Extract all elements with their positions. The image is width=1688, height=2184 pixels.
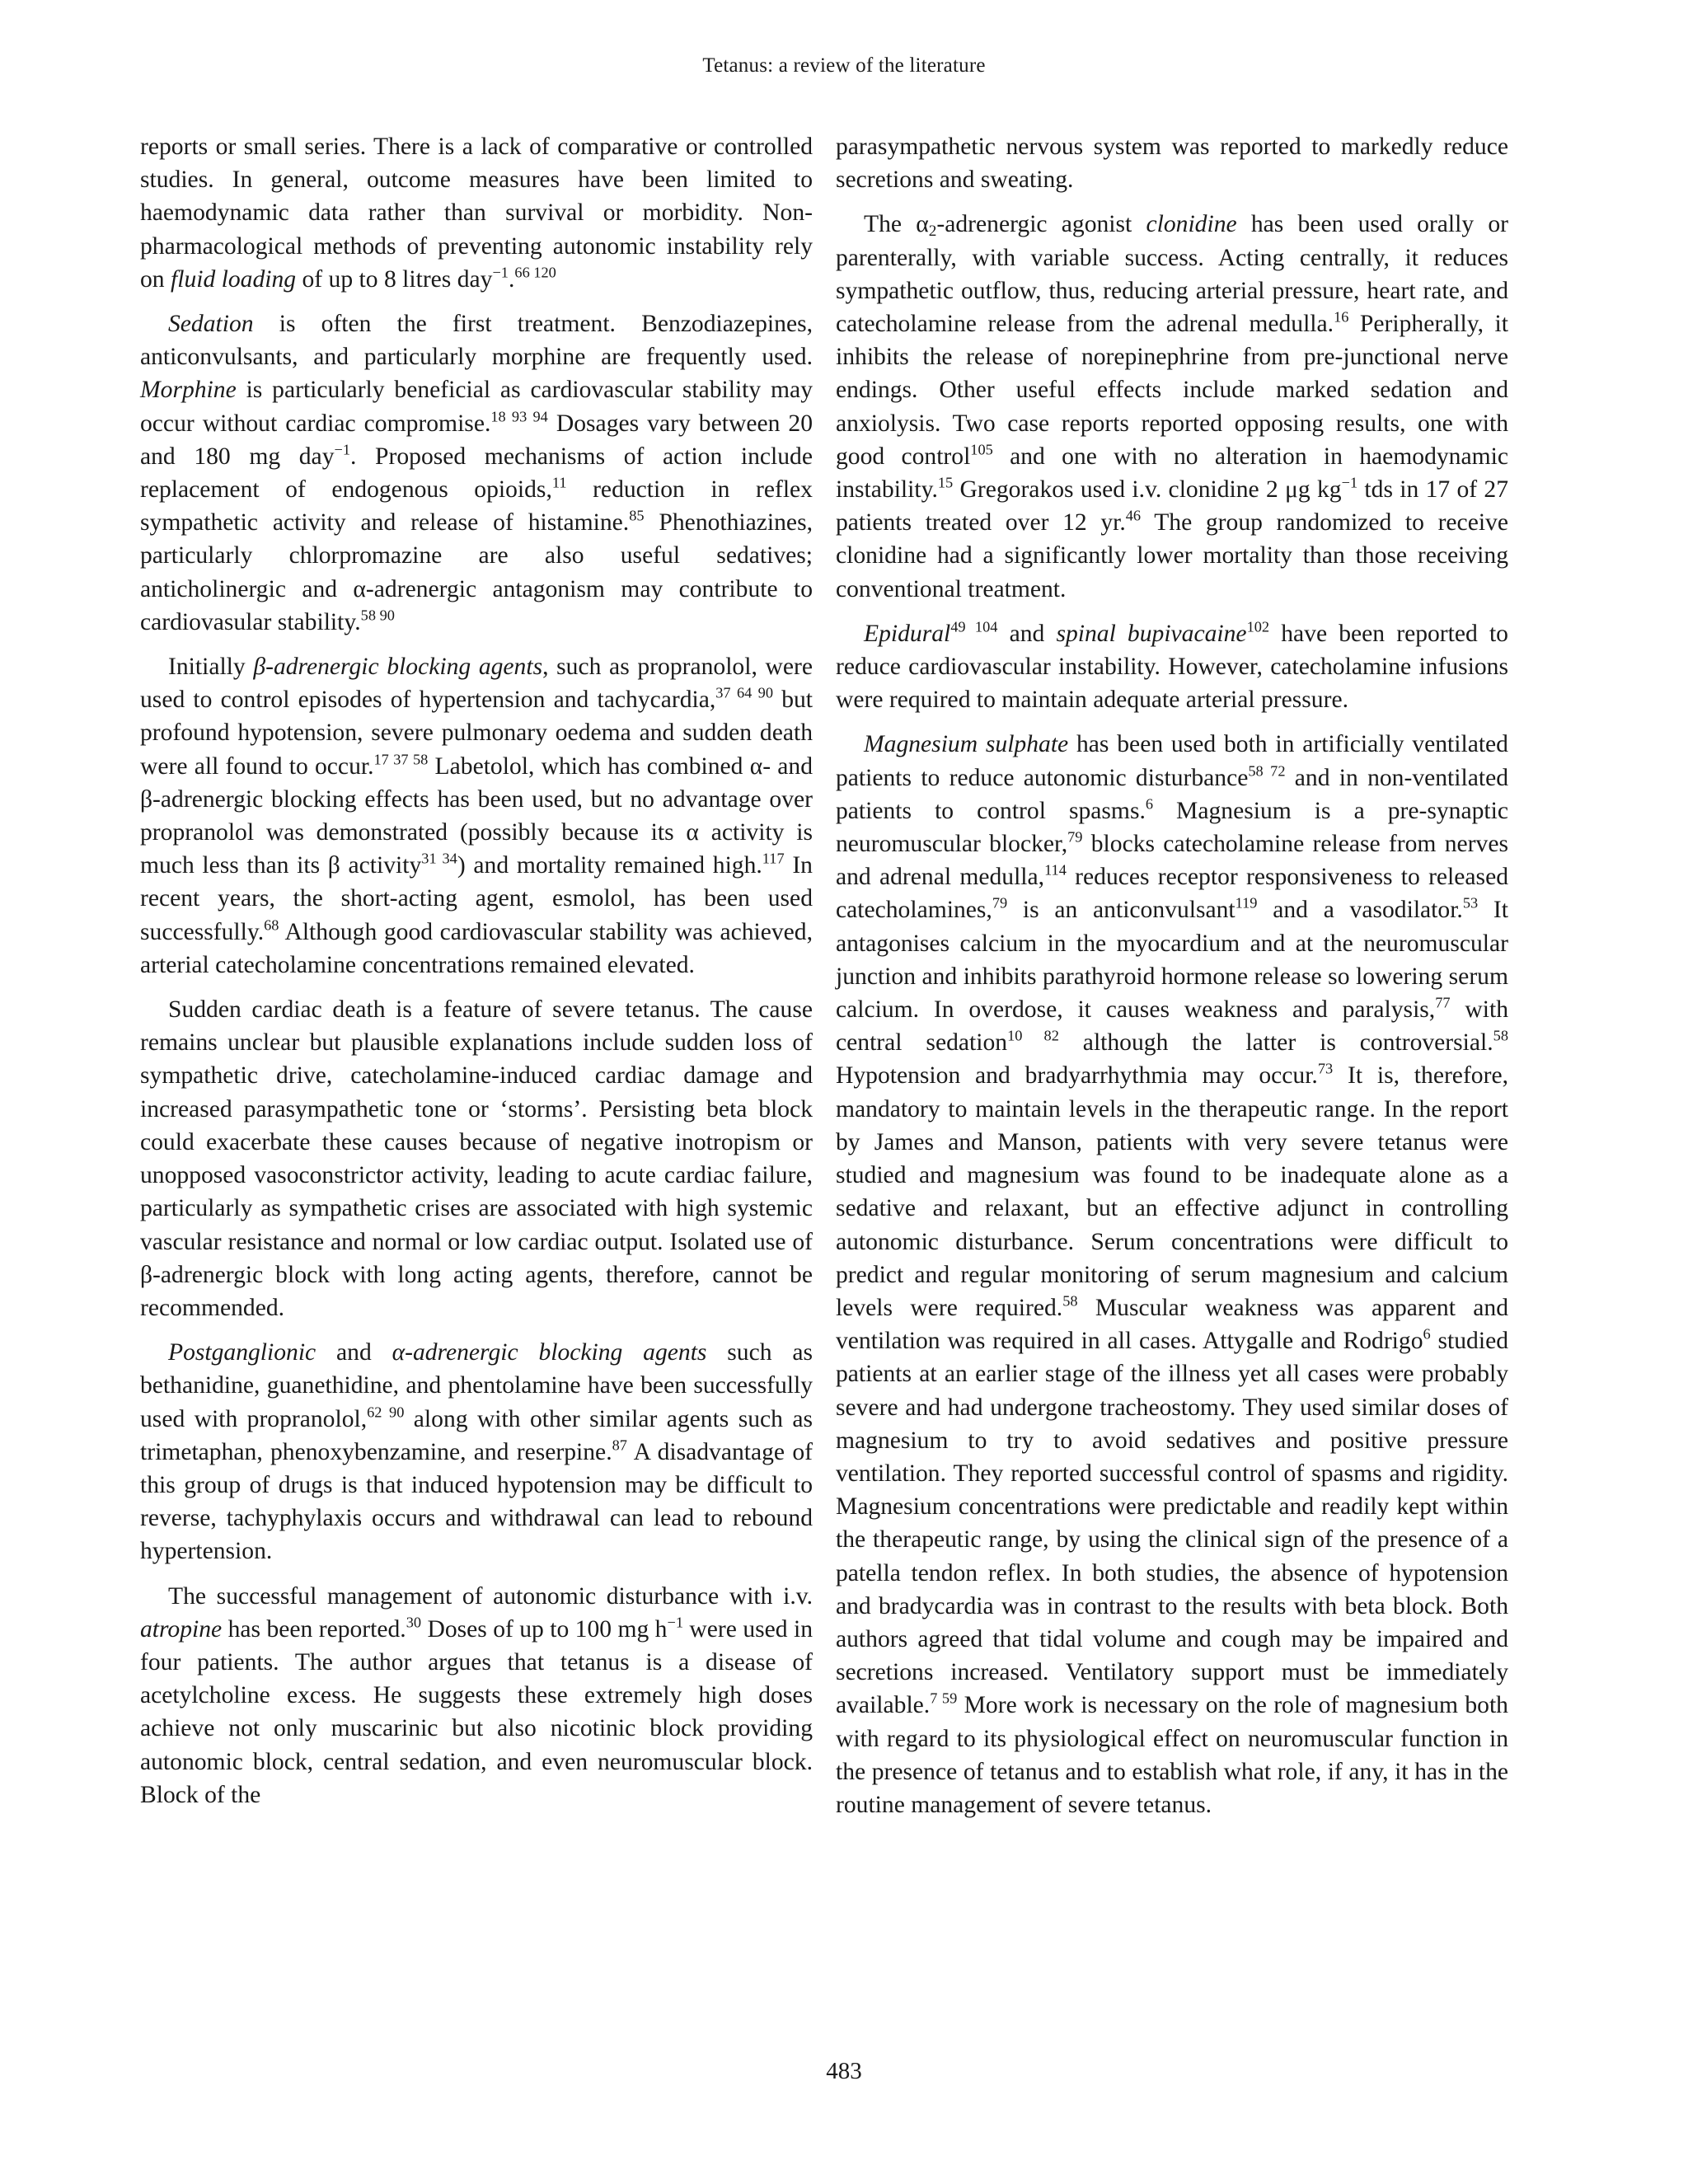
text-run: is particularly beneficial as cardiovascular stability may occur without cardiac compromise. (140, 377, 813, 437)
text-run: were used in four patients. The author argues that tetanus is a disease of acetylcholine excess. He suggests these extremely high doses achieve not only muscarinic but also nicotinic block providing autonomic block, central sedation, and even neuromuscular block. Block of the (140, 1615, 813, 1808)
text-run: Phenothiazines, particularly chlorpromazine are also useful sedatives; anticholinergic and α-adrenergic antagonism may contribute to cardiovasular stability. (140, 509, 813, 635)
text-run: parasympathetic nervous system was reported to markedly reduce secretions and sweating. (836, 134, 1508, 194)
text-run: It is, therefore, mandatory to maintain levels in the therapeutic range. In the report by James and Manson, patients with very severe tetanus were studied and magnesium was found to be inadequate alone as a sedative and relaxant, but an effective adjunct in controlling autonomic disturbance. Serum concentrations were difficult to predict and regular monitoring of serum magnesium and calcium levels were required. (836, 1062, 1508, 1321)
citation-superscript: 7 59 (930, 1690, 958, 1707)
citation-superscript: 6 (1145, 795, 1154, 813)
text-run: is often the first treatment. Benzodiazepines, anticonvulsants, and particularly morphine are frequently used. (140, 311, 813, 371)
italic-term: atropine (140, 1615, 223, 1643)
citation-superscript: 105 (970, 441, 993, 458)
paragraph-p8 (836, 208, 1508, 605)
text-run: but profound hypotension, severe pulmonary oedema and sudden death were all found to occur. (140, 687, 814, 780)
text-run: Hypotension and bradyarrhythmia may occur. (836, 1062, 1318, 1090)
citation-superscript: 58 (1062, 1292, 1078, 1310)
paragraph-p6 (140, 1580, 813, 1811)
citation-superscript: 77 (1435, 994, 1451, 1011)
italic-term: Postganglionic (168, 1339, 316, 1366)
text-run: A disadvantage of this group of drugs is that induced hypotension may be difficult to reverse, tachyphylaxis occurs and withdrawal can lead to rebound hypertension. (140, 1438, 813, 1565)
right-column (836, 130, 1508, 1833)
text-run: Dosages vary between 20 and 180 mg day (140, 410, 814, 470)
citation-superscript: 46 (1125, 507, 1142, 524)
citation-superscript: 31 34 (421, 850, 457, 867)
text-run: although the latter is controversial. (1058, 1029, 1493, 1057)
paragraph-p1 (140, 130, 813, 296)
text-run: blocks catecholamine release from nerves and adrenal medulla, (836, 831, 1508, 891)
text-run: Although good cardiovascular stability was achieved, arterial catecholamine concentrations remained elevated. (140, 918, 813, 978)
citation-superscript: 18 93 94 (490, 408, 548, 425)
text-run: It antagonises calcium in the myocardium and at the neuromuscular junction and inhibits parathyroid hormone release so lowering serum calcium. In overdose, it causes weakness and paralysis, (836, 897, 1508, 1024)
running-head: Tetanus: a review of the literature (702, 54, 986, 77)
text-run: Labetolol, which has combined α- and β-adrenergic blocking effects has been used, but no advantage over propranolol was demonstrated (possibly because its α activity is much less than its β activity (140, 752, 814, 879)
text-run: is an anticonvulsant (1007, 897, 1236, 924)
citation-superscript: 15 (937, 474, 954, 491)
paragraph-p9 (836, 617, 1508, 717)
citation-superscript: −1 (1341, 474, 1358, 491)
citation-superscript: 66 120 (514, 264, 556, 281)
citation-superscript: 73 (1317, 1061, 1334, 1078)
citation-superscript: 58 72 (1248, 762, 1286, 780)
text-run: reports or small series. There is a lack of comparative or controlled studies. In general, outcome measures have been limited to haemodynamic data rather than survival or morbidity. Non-pharmacological methods of preventing autonomic instability rely on (140, 134, 813, 293)
citation-superscript: 16 (1334, 308, 1349, 326)
text-run: , such as propranolol, were used to control episodes of hypertension and tachycardia, (140, 654, 813, 714)
text-run: Gregorakos used i.v. clonidine 2 μg kg (953, 476, 1342, 504)
text-run: have been reported to reduce cardiovascular instability. However, catecholamine infusions were required to maintain adequate arterial pressure. (836, 620, 1508, 714)
page-number: 483 (826, 2058, 862, 2084)
text-run: tds in 17 of 27 patients treated over 12 yr. (836, 476, 1508, 537)
citation-superscript: 87 (612, 1436, 627, 1454)
text-run: has been used orally or parenterally, with variable success. Acting centrally, it reduces sympathetic outflow, thus, reducing arterial pressure, heart rate, and catecholamine release from the adrenal medulla. (836, 211, 1508, 338)
text-run: Muscular weakness was apparent and ventilation was required in all cases. Attygalle and Rodrigo (836, 1294, 1508, 1355)
italic-term: Magnesium sulphate (864, 731, 1069, 758)
text-run: of up to 8 litres day (296, 265, 493, 293)
citation-superscript: 58 (1493, 1027, 1508, 1044)
text-run: Magnesium is a pre-synaptic neuromuscular blocker, (836, 797, 1508, 858)
italic-term: Sedation (168, 311, 254, 338)
text-run: and (997, 620, 1057, 647)
citation-superscript: 53 (1462, 895, 1479, 912)
text-run: and a vasodilator. (1257, 897, 1463, 924)
citation-superscript: −1 (667, 1614, 684, 1631)
paragraph-p3 (140, 650, 813, 982)
text-run: and one with no alteration in haemodynamic instability. (836, 443, 1508, 504)
citation-superscript: −1 (492, 264, 509, 281)
subscript: 2 (928, 223, 937, 241)
text-run: and (316, 1339, 392, 1366)
text-run: More work is necessary on the role of magnesium both with regard to its physiological effect on neuromuscular function in the presence of tetanus and to establish what role, if any, it has in the routine management of severe tetanus. (836, 1692, 1508, 1818)
citation-superscript: 117 (762, 850, 785, 867)
italic-term: spinal bupivacaine (1056, 620, 1247, 647)
citation-superscript: 119 (1235, 895, 1258, 912)
citation-superscript: −1 (334, 441, 351, 458)
citation-superscript: 102 (1246, 618, 1270, 635)
text-run: Sudden cardiac death is a feature of severe tetanus. The cause remains unclear but plausible explanations include sudden loss of sympathetic drive, catecholamine-induced cardiac damage and increased parasympathetic tone or ‘storms’. Persisting beta block could exacerbate these causes because of negative inotropism or unopposed vasoconstrictor activity, leading to acute cardiac failure, particularly as sympathetic crises are associated with high systemic vascular resistance and normal or low cardiac output. Isolated use of β-adrenergic block with long acting agents, therefore, cannot be recommended. (140, 996, 813, 1321)
text-run: . (508, 265, 515, 293)
italic-term: Epidural (864, 620, 951, 647)
text-run: such as bethanidine, guanethidine, and phentolamine have been successfully used with propranolol, (140, 1339, 813, 1432)
text-run: The successful management of autonomic disturbance with i.v. (168, 1582, 813, 1610)
text-run: has been reported. (222, 1615, 406, 1643)
paragraph-p4 (140, 993, 813, 1324)
text-run: with central sedation (836, 996, 1508, 1057)
italic-term: β-adrenergic blocking agents (253, 654, 543, 681)
paragraph-p5 (140, 1336, 813, 1568)
text-run: along with other similar agents such as trimetaphan, phenoxybenzamine, and reserpine. (140, 1405, 814, 1465)
citation-superscript: 62 90 (367, 1404, 405, 1421)
citation-superscript: 79 (1067, 828, 1083, 846)
citation-superscript: 58 90 (360, 607, 395, 624)
citation-superscript: 114 (1044, 861, 1067, 879)
paragraph-p10 (836, 728, 1508, 1821)
text-run: reduction in reflex sympathetic activity and release of histamine. (140, 476, 813, 537)
text-run: reduces receptor responsiveness to released catecholamines, (836, 864, 1509, 924)
text-run: -adrenergic agonist (936, 211, 1146, 238)
citation-superscript: 37 64 90 (715, 684, 774, 701)
citation-superscript: 30 (406, 1614, 422, 1631)
text-run: and in non-ventilated patients to control spasms. (836, 764, 1508, 824)
citation-superscript: 85 (629, 507, 645, 524)
citation-superscript: 11 (551, 474, 567, 491)
text-run: Doses of up to 100 mg h (421, 1615, 668, 1643)
text-run: The α (864, 211, 929, 238)
left-column (140, 130, 813, 1823)
citation-superscript: 79 (992, 895, 1008, 912)
text-run: . Proposed mechanisms of action include replacement of endogenous opioids, (140, 443, 813, 504)
citation-superscript: 49 104 (950, 618, 998, 635)
text-run: Peripherally, it inhibits the release of norepinephrine from pre-junctional nerve endings. Other useful effects include marked sedation and anxiolysis. Two case reports reported opposing results, one with good control (836, 311, 1508, 470)
text-run: has been used both in artificially ventilated patients to reduce autonomic disturbance (836, 731, 1508, 791)
text-run: studied patients at an earlier stage of the illness yet all cases were probably severe and had undergone tracheostomy. They used similar doses of magnesium to try to avoid sedatives and positive pressure ventilation. They reported successful control of spasms and rigidity. Magnesium concentrations were predictable and readily kept within the therapeutic range, by using the clinical sign of the presence of a patella tendon reflex. In both studies, the absence of hypotension and bradycardia was in contrast to the results with beta block. Both authors agreed that tidal volume and cough may be impaired and secretions increased. Ventilatory support must be immediately available. (836, 1328, 1509, 1719)
citation-superscript: 68 (264, 916, 279, 934)
italic-term: fluid loading (171, 265, 297, 293)
italic-term: α-adrenergic blocking agents (392, 1339, 707, 1366)
italic-term: Morphine (140, 377, 237, 404)
citation-superscript: 10 82 (1007, 1027, 1059, 1044)
text-run: ) and mortality remained high. (457, 852, 762, 879)
citation-superscript: 17 37 58 (373, 751, 429, 768)
text-run: In recent years, the short-acting agent, esmolol, has been used successfully. (140, 852, 813, 945)
paragraph-p7 (836, 130, 1508, 196)
citation-superscript: 6 (1423, 1325, 1431, 1343)
text-run: The group randomized to receive clonidine had a significantly lower mortality than those receiving conventional treatment. (836, 509, 1508, 602)
text-run: Initially (168, 654, 254, 681)
paragraph-p2 (140, 307, 813, 639)
italic-term: clonidine (1146, 211, 1237, 238)
